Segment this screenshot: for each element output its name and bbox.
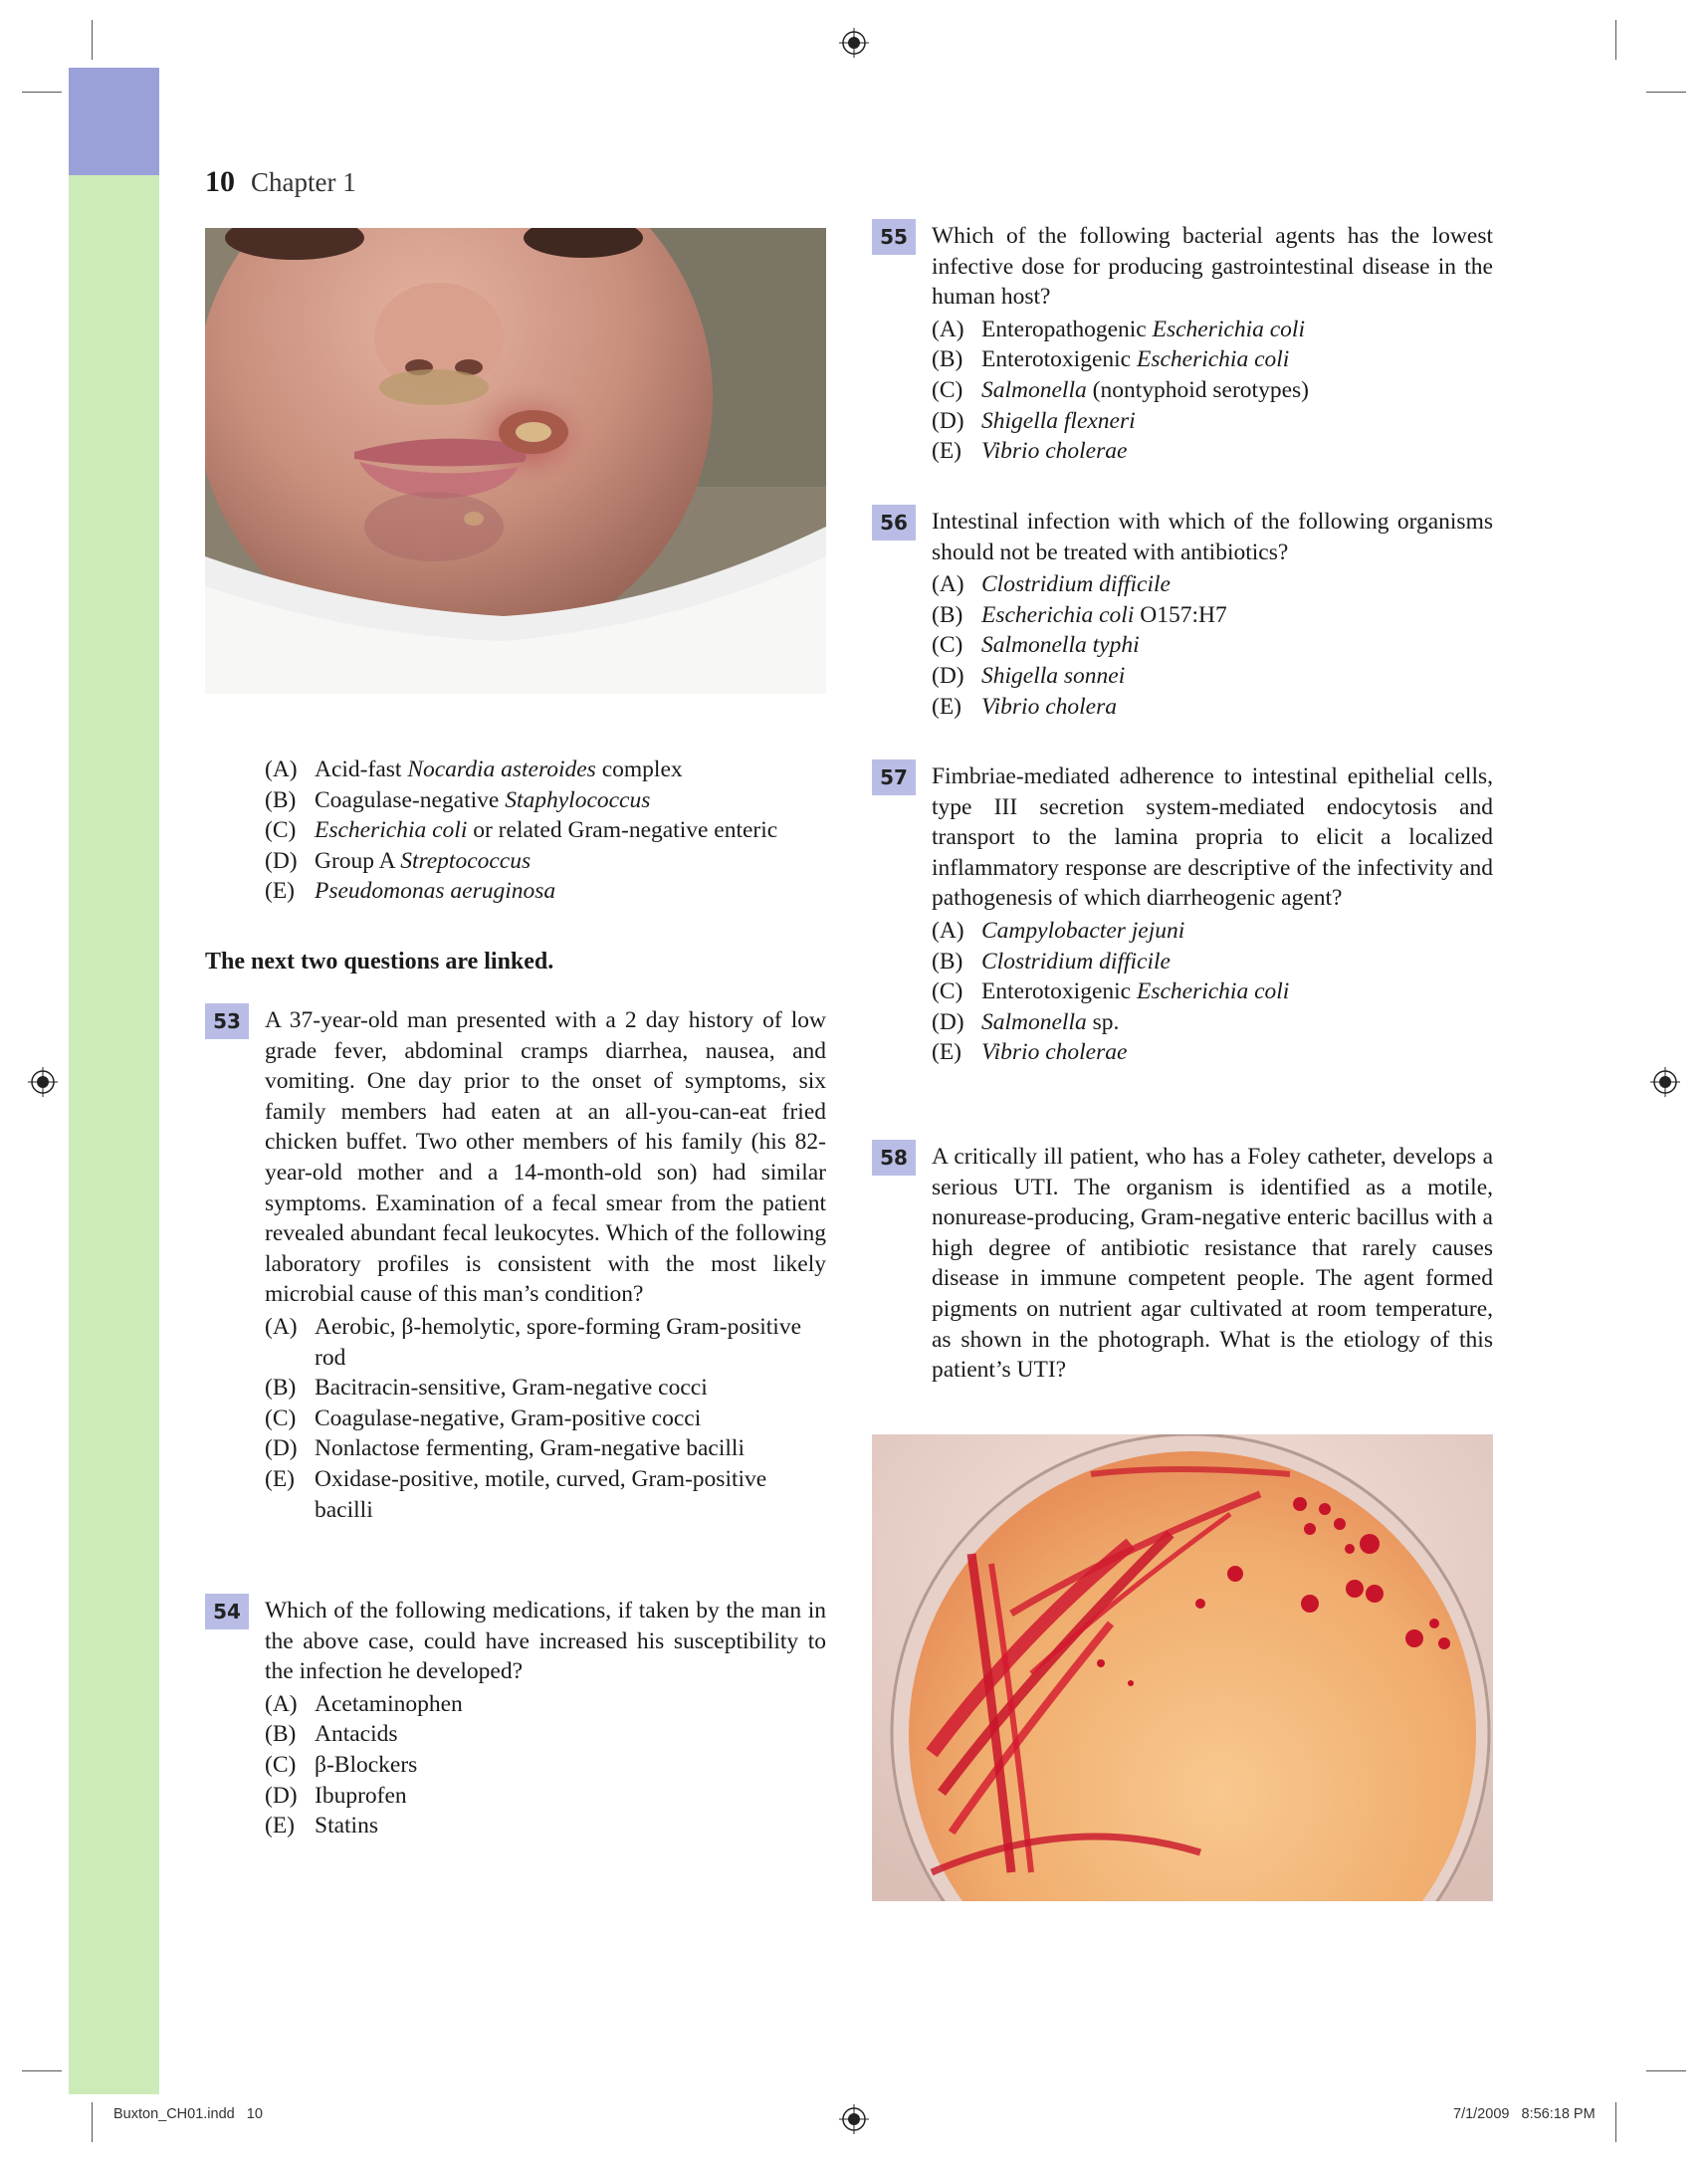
question-57 [932, 761, 1493, 1068]
question-stem: Intestinal infection with which of the following organisms should not be treated with antibiotics? [932, 509, 1493, 565]
page-header [205, 165, 356, 199]
crop-mark [1646, 92, 1686, 93]
answer-option [932, 436, 1493, 467]
question-53 [265, 1005, 826, 1525]
option-text: Vibrio cholerae [981, 438, 1128, 465]
option-text: Bacitracin-sensitive, Gram-negative cocci [315, 1375, 708, 1402]
option-letter: (D) [265, 1782, 298, 1809]
option-letter: (A) [265, 757, 298, 782]
answer-option [932, 916, 1493, 947]
answer-option [265, 1404, 826, 1434]
option-text: Group A Streptococcus [315, 847, 532, 874]
question-55 [932, 221, 1493, 467]
option-text: Nonlactose fermenting, Gram-negative bacilli [315, 1435, 745, 1462]
answer-option [932, 692, 1493, 723]
option-text: Oxidase-positive, motile, curved, Gram-positive bacilli [315, 1465, 767, 1523]
answer-option [932, 976, 1493, 1007]
answer-option [265, 1811, 826, 1841]
file-slug: Buxton_CH01.indd 10 [113, 2106, 263, 2122]
answer-option [265, 1781, 826, 1812]
option-letter: (B) [265, 786, 297, 813]
question-stem: Fimbriae-mediated adherence to intestinal epithelial cells, type III secretion system-mediated endocytosis and transport to the lamina propria to elicit a localized inflammatory response are descriptive of the infectivity and pathogenesis of which diarrheogenic agent? [932, 763, 1493, 912]
question-stem: A 37-year-old man presented with a 2 day history of low grade fever, abdominal cramps diarrhea, nausea, and vomiting. One day prior to the onset of symptoms, six family members had eaten at an all-you-can-eat fried chicken buffet. Two other members of his family (his 82-year-old mother and a 14-month-old son) had similar symptoms. Examination of a fecal smear from the patient revealed abundant fecal leukocytes. Which of the following laboratory profiles is consistent with the most likely microbial cause of this man’s condition? [265, 1007, 826, 1308]
option-letter: (A) [932, 571, 964, 598]
answer-option [932, 569, 1493, 600]
option-letter: (C) [265, 817, 297, 844]
answer-option [265, 1373, 826, 1404]
answer-option [265, 785, 832, 816]
registration-mark-icon [839, 2104, 869, 2134]
registration-mark-icon [1650, 1067, 1680, 1097]
answer-option [265, 755, 832, 785]
option-text: Clostridium difficile [981, 571, 1171, 598]
option-letter: (C) [932, 978, 963, 1005]
question-number-badge: 56 [872, 505, 916, 541]
question-stem: A critically ill patient, who has a Foley catheter, develops a serious UTI. The organism is identified as a motile, nonurease-producing, Gram-negative enteric bacillus with a high degree of antibiotic resistance that rarely causes disease in immune competent people. The agent formed pigments on nutrient agar cultivated at room temperature, as shown in the photograph. What is the etiology of this patient’s UTI? [932, 1144, 1493, 1384]
option-text: Aerobic, β-hemolytic, spore-forming Gram-positive rod [315, 1313, 802, 1371]
question-58 [932, 1142, 1493, 1386]
question-54 [265, 1596, 826, 1841]
answer-option [265, 1719, 826, 1750]
option-text: Vibrio cholera [981, 693, 1117, 720]
option-text: Antacids [315, 1721, 398, 1748]
answer-option [932, 1007, 1493, 1038]
option-text: Pseudomonas aeruginosa [315, 878, 556, 905]
answer-option [265, 846, 832, 877]
option-letter: (D) [932, 407, 964, 434]
option-letter: (C) [932, 632, 963, 659]
option-text: Coagulase-negative Staphylococcus [315, 786, 651, 813]
linked-questions-note: The next two questions are linked. [205, 949, 554, 974]
option-text: Salmonella typhi [981, 632, 1140, 659]
question-stem: Which of the following bacterial agents has the lowest infective dose for producing gastrointestinal disease in the human host? [932, 223, 1493, 311]
option-letter: (B) [932, 346, 963, 373]
question-number-badge: 58 [872, 1140, 916, 1176]
registration-mark-icon [839, 28, 869, 58]
option-text: Ibuprofen [315, 1782, 407, 1809]
option-letter: (D) [265, 847, 298, 874]
option-letter: (E) [265, 1465, 296, 1492]
option-text: Enterotoxigenic Escherichia coli [981, 346, 1290, 373]
crop-mark [22, 92, 62, 93]
question-stem: Which of the following medications, if taken by the man in the above case, could have increased his susceptibility to the infection he developed? [265, 1598, 826, 1685]
answer-option [932, 406, 1493, 437]
option-letter: (E) [265, 1813, 296, 1839]
sidebar-top-tab [69, 68, 159, 175]
crop-mark [1615, 2102, 1616, 2142]
answer-option [932, 344, 1493, 375]
answer-option [265, 815, 832, 846]
option-text: Statins [315, 1813, 378, 1839]
answer-option [932, 600, 1493, 631]
option-text: Enteropathogenic Escherichia coli [981, 316, 1305, 342]
option-letter: (B) [932, 601, 963, 628]
question-52-options [265, 753, 832, 907]
option-letter: (C) [265, 1405, 297, 1431]
option-text: Clostridium difficile [981, 948, 1171, 974]
option-text: Campylobacter jejuni [981, 917, 1185, 944]
patient-face-photo [205, 228, 826, 694]
option-text: Escherichia coli O157:H7 [981, 601, 1227, 628]
answer-option [932, 947, 1493, 977]
option-text: Salmonella (nontyphoid serotypes) [981, 376, 1309, 403]
option-letter: (E) [932, 438, 962, 465]
option-text: Coagulase-negative, Gram-positive cocci [315, 1405, 702, 1431]
crop-mark [92, 2102, 93, 2142]
option-letter: (D) [932, 662, 964, 689]
option-text: Shigella sonnei [981, 662, 1126, 689]
crop-mark [22, 2070, 62, 2071]
question-number-badge: 53 [205, 1003, 249, 1039]
option-letter: (A) [932, 316, 964, 342]
question-56 [932, 507, 1493, 722]
option-letter: (C) [932, 376, 963, 403]
option-text: Shigella flexneri [981, 407, 1136, 434]
option-text: Vibrio cholerae [981, 1039, 1128, 1066]
crop-mark [1615, 20, 1616, 60]
option-letter: (A) [265, 1313, 298, 1340]
registration-mark-icon [28, 1067, 58, 1097]
answer-option [932, 315, 1493, 345]
option-letter: (A) [932, 917, 964, 944]
option-letter: (E) [932, 693, 962, 720]
option-text: Enterotoxigenic Escherichia coli [981, 978, 1290, 1005]
option-letter: (D) [265, 1435, 298, 1462]
crop-mark [92, 20, 93, 60]
answer-option [265, 1312, 826, 1373]
sidebar-band [69, 175, 159, 2094]
option-letter: (A) [265, 1690, 298, 1717]
agar-plate-photo [872, 1434, 1493, 1901]
option-letter: (C) [265, 1751, 297, 1778]
answer-option [265, 1433, 826, 1464]
answer-option [932, 375, 1493, 406]
answer-option [932, 661, 1493, 692]
answer-option [265, 1689, 826, 1720]
option-text: Acetaminophen [315, 1690, 463, 1717]
answer-option [265, 876, 832, 907]
option-letter: (B) [265, 1375, 297, 1402]
option-letter: (D) [932, 1008, 964, 1035]
question-number-badge: 54 [205, 1594, 249, 1629]
question-number-badge: 57 [872, 759, 916, 795]
answer-option [932, 630, 1493, 661]
option-text: Escherichia coli or related Gram-negative enteric [315, 817, 778, 844]
page-number: 10 [205, 165, 235, 198]
chapter-label: Chapter 1 [251, 167, 356, 197]
answer-option [265, 1464, 826, 1525]
option-text: Salmonella sp. [981, 1008, 1120, 1035]
question-number-badge: 55 [872, 219, 916, 255]
timestamp-slug: 7/1/2009 8:56:18 PM [1453, 2106, 1596, 2122]
crop-mark [1646, 2070, 1686, 2071]
answer-option [932, 1037, 1493, 1068]
option-letter: (B) [265, 1721, 297, 1748]
answer-option [265, 1750, 826, 1781]
option-text: β-Blockers [315, 1751, 418, 1778]
option-text: Acid-fast Nocardia asteroides complex [315, 757, 683, 782]
option-letter: (E) [932, 1039, 962, 1066]
option-letter: (B) [932, 948, 963, 974]
option-letter: (E) [265, 878, 296, 905]
